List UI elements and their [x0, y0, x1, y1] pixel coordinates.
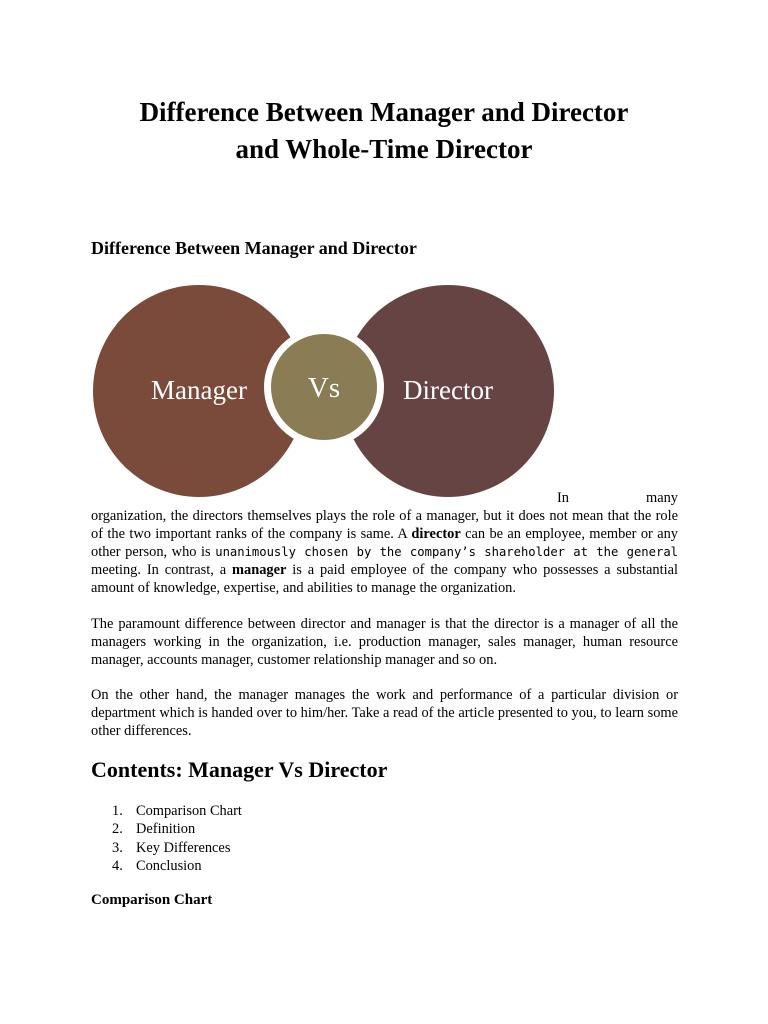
section-heading: Difference Between Manager and Director: [91, 238, 417, 258]
manager-label: Manager: [151, 375, 247, 405]
contents-item[interactable]: [112, 802, 242, 820]
document-title: [0, 94, 768, 168]
contents-item-label: Definition: [136, 821, 196, 838]
contents-item-label: Comparison Chart: [136, 803, 242, 819]
document-title-line-2: and Whole-Time Director: [235, 134, 533, 164]
contents-item-label: Conclusion: [136, 857, 202, 874]
contents-item[interactable]: [112, 820, 242, 838]
manager-bold-term: manager: [232, 562, 287, 578]
contents-item[interactable]: [112, 857, 242, 875]
intro-text-4: is a paid employee of the company who possesses a substantial amount of knowledge, expertise, and abilities to manage the organization.: [91, 562, 678, 596]
director-bold-term: director: [411, 526, 461, 542]
intro-text-2: can be an employee, member or any other person, who is: [91, 526, 678, 560]
intro-lead-word-2: many: [646, 490, 678, 506]
contents-item-number: 2.: [112, 821, 123, 838]
vs-label: Vs: [307, 372, 341, 404]
intro-text-3: meeting. In contrast, a: [91, 562, 233, 578]
contents-item[interactable]: [112, 839, 242, 857]
director-label: Director: [403, 375, 493, 405]
contents-heading: Contents: Manager Vs Director: [91, 757, 388, 782]
other-hand-paragraph: On the other hand, the manager manages the work and performance of a particular division or department which is handed over to him/her. Take a read of the article presented to you, to learn some other differences.: [91, 687, 678, 739]
contents-item-number: 1.: [112, 803, 123, 819]
contents-list: [112, 802, 242, 875]
intro-lead-word-1: In: [557, 490, 569, 506]
contents-item-label: Key Differences: [136, 839, 231, 856]
intro-paragraph: [91, 489, 678, 597]
paramount-difference-paragraph: The paramount difference between director and manager is that the director is a manager of all the managers working in the organization, i.e. production manager, sales manager, human resource manager, accounts manager, customer relationship manager and so on.: [91, 616, 678, 668]
contents-item-number: 3.: [112, 839, 123, 856]
intro-monospace-text: unanimously chosen by the company’s shareholder at the general: [215, 545, 678, 559]
contents-item-number: 4.: [112, 857, 123, 874]
intro-first-line: [91, 489, 678, 507]
comparison-chart-heading: Comparison Chart: [91, 892, 213, 908]
intro-text-1: organization, the directors themselves plays the role of a manager, but it does not mean that the role of the two important ranks of the company is same. A: [91, 508, 678, 542]
document-title-line-1: Difference Between Manager and Director: [139, 97, 629, 127]
manager-vs-director-diagram: [93, 280, 557, 502]
